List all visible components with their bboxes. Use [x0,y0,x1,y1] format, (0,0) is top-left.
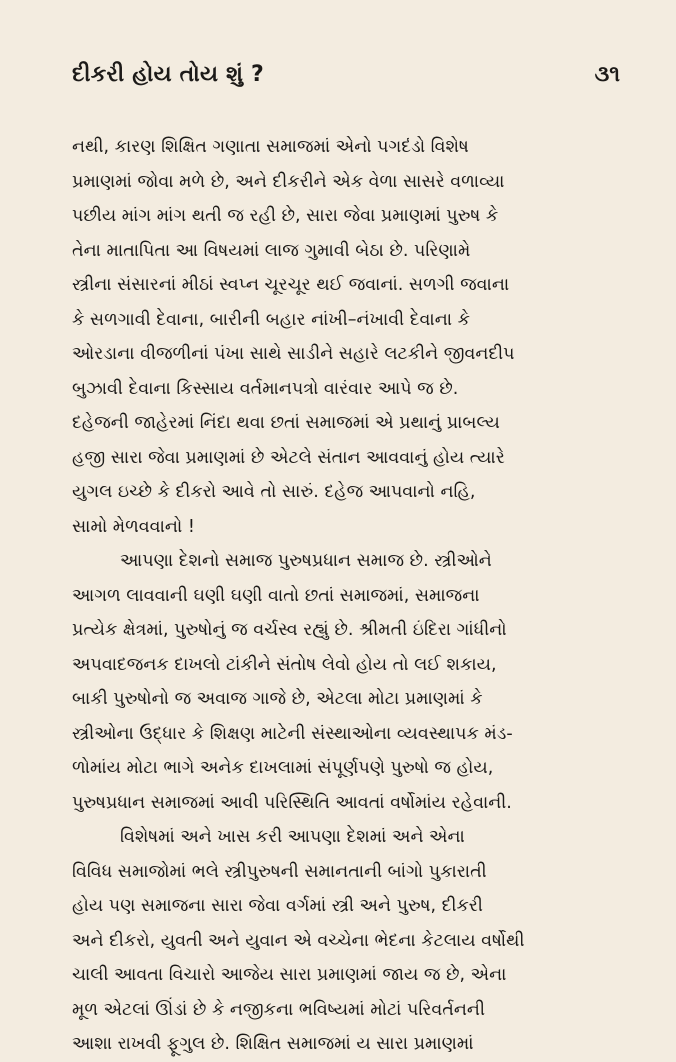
text-line: આપણા દેશનો સમાજ પુરુષપ્રધાન સમાજ છે. સ્ત્રીઓને [120,551,492,571]
text-line: આગળ લાવવાની ઘણી ઘણી વાતો છતાં સમાજમાં, સમાજના [72,585,480,606]
text-line: સ્ત્રીઓના ઉદ્ધાર કે શિક્ષણ માટેની સંસ્થાઓના વ્યવસ્થાપક મંડ- [72,723,513,744]
running-title: દીકરી હોય તોય શું ? [72,62,265,87]
text-line: હજી સારા જેવા પ્રમાણમાં છે એટલે સંતાન આવવાનું હોય ત્યારે [72,447,505,468]
text-line: વિશેષમાં અને ખાસ કરી આપણા દેશમાં અને એના [120,827,465,847]
text-line: કે સળગાવી દેવાના, બારીની બહાર નાંખી–નંખાવી દેવાના કે [72,309,470,330]
text-line: ળોમાંય મોટા ભાગે અનેક દાખલામાં સંપૂર્ણપણે પુરુષો જ હોય, [72,758,494,778]
text-line: પ્રમાણમાં જોવા મળે છે, અને દીકરીને એક વેળા સાસરે વળાવ્યા [72,171,505,192]
text-line: મૂળ એટલાં ઊંડાં છે કે નજીકના ભવિષ્યમાં મોટાં પરિવર્તનની [72,999,485,1020]
text-line: અપવાદજનક દાખલો ટાંકીને સંતોષ લેવો હોય તો લઈ શકાય, [72,654,497,675]
text-line: હોય પણ સમાજના સારા જેવા વર્ગમાં સ્ત્રી અને પુરુષ, દીકરી [72,896,483,916]
text-line: સ્ત્રીના સંસારનાં મીઠાં સ્વપ્ન ચૂરચૂર થઈ જવાનાં. સળગી જવાના [72,275,510,295]
text-line: પુરુષપ્રધાન સમાજમાં આવી પરિસ્થિતિ આવતાં વર્ષોમાંય રહેવાની. [72,792,512,813]
body-text [72,130,626,1062]
page-number: ૩૧ [594,62,620,87]
text-line: બાકી પુરુષોનો જ અવાજ ગાજે છે, એટલા મોટા પ્રમાણમાં કે [72,689,483,709]
text-line: પ્રત્યેક ક્ષેત્રમાં, પુરુષોનું જ વર્ચસ્વ રહ્યું છે. શ્રીમતી ઇંદિરા ગાંધીનો [72,620,507,640]
text-line: નથી, કારણ શિક્ષિત ગણાતા સમાજમાં એનો પગદંડો વિશેષ [72,137,469,157]
page-header [72,62,626,108]
text-line: યુગલ ઇચ્છે કે દીકરો આવે તો સારું. દહેજ આપવાનો નહિ, [72,482,476,502]
text-line: બુઝાવી દેવાના કિસ્સાય વર્તમાનપત્રો વારંવાર આપે જ છે. [72,378,459,399]
paragraph-1 [72,130,626,544]
paragraph-3 [72,820,626,1062]
text-line: સામો મેળવવાનો ! [72,516,195,537]
text-line: પછીય માંગ માંગ થતી જ રહી છે, સારા જેવા પ્રમાણમાં પુરુષ કે [72,206,499,226]
text-line: અને દીકરો, યુવતી અને યુવાન એ વચ્ચેના ભેદના કેટલાય વર્ષોથી [72,930,525,951]
text-line: આશા રાખવી ફૂગુલ છે. શિક્ષિત સમાજમાં ય સારા પ્રમાણમાં [72,1034,474,1054]
paragraph-2 [72,544,626,820]
text-line: તેના માતાપિતા આ વિષયમાં લાજ ગુમાવી બેઠા છે. પરિણામે [72,240,471,261]
text-line: વિવિધ સમાજોમાં ભલે સ્ત્રીપુરુષની સમાનતાની બાંગો પુકારાતી [72,861,487,882]
text-line: ચાલી આવતા વિચારો આજેય સારા પ્રમાણમાં જાય જ છે, એના [72,965,507,985]
text-line: દહેજની જાહેરમાં નિંદા થવા છતાં સમાજમાં એ પ્રથાનું પ્રાબલ્ય [72,413,500,433]
text-line: ઓરડાના વીજળીનાં પંખા સાથે સાડીને સહારે લટકીને જીવનદીપ [72,344,515,364]
